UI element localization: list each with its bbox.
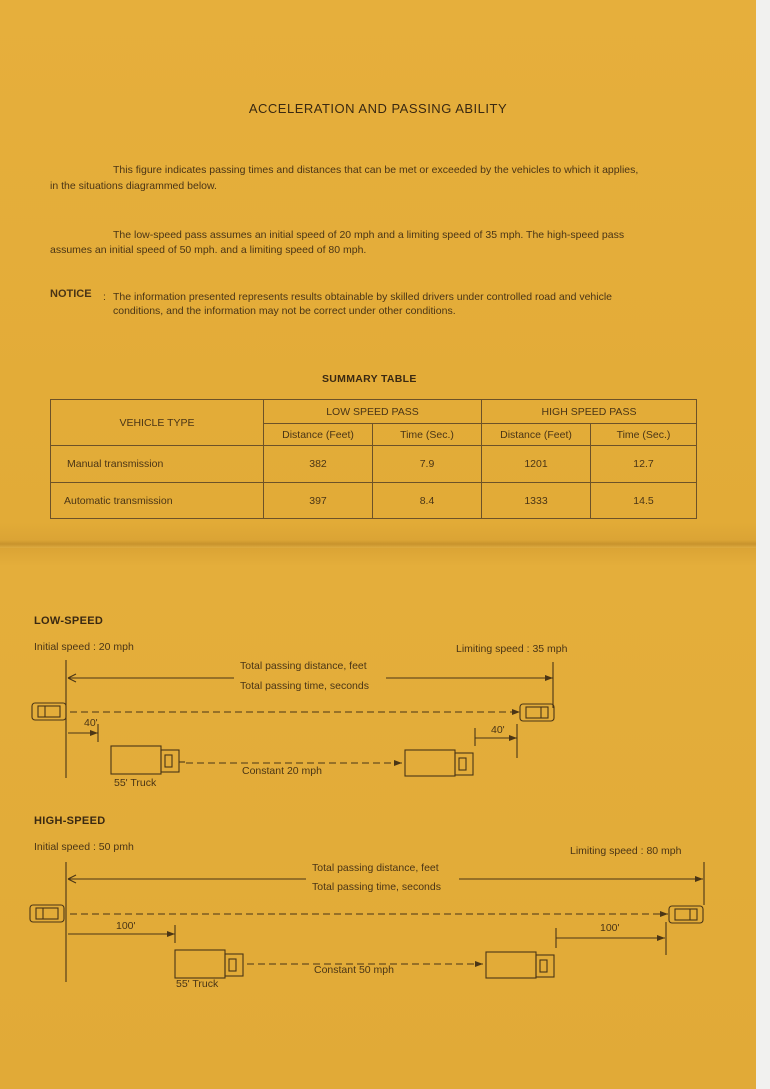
intro-line-3: The low-speed pass assumes an initial speed of 20 mph and a limiting speed of 35 mph. The high-speed pass (113, 229, 625, 241)
low-car-start-icon (32, 703, 66, 720)
high-speed-diagram (30, 862, 704, 982)
low-speed-diagram (32, 660, 554, 778)
intro-line-4: assumes an initial speed of 50 mph. and a limiting speed of 80 mph. (50, 244, 367, 256)
header-high-time: Time (Sec.) (591, 424, 697, 446)
high-car-start-icon (30, 905, 64, 922)
row-low-distance: 397 (264, 483, 373, 519)
row-vehicle-type: Manual transmission (51, 446, 264, 483)
high-speed-total-time: Total passing time, seconds (312, 881, 441, 893)
low-speed-gap-end: 40' (491, 724, 505, 736)
high-car-end-icon (669, 906, 703, 923)
high-speed-truck-label: 55' Truck (176, 978, 219, 990)
page-title: ACCELERATION AND PASSING ABILITY (248, 101, 508, 116)
notice-separator: : (103, 291, 106, 303)
high-speed-total-distance: Total passing distance, feet (312, 862, 439, 874)
header-high-distance: Distance (Feet) (482, 424, 591, 446)
high-speed-heading: HIGH-SPEED (34, 815, 106, 827)
high-speed-gap-start: 100' (116, 920, 136, 932)
header-high-speed-pass: HIGH SPEED PASS (482, 400, 697, 424)
low-speed-heading: LOW-SPEED (34, 615, 104, 627)
low-speed-truck-label: 55' Truck (114, 777, 157, 789)
row-high-distance: 1201 (482, 446, 591, 483)
low-speed-total-distance: Total passing distance, feet (240, 660, 367, 672)
row-low-time: 8.4 (373, 483, 482, 519)
header-low-time: Time (Sec.) (373, 424, 482, 446)
low-car-end-icon (520, 704, 554, 721)
high-speed-gap-end: 100' (600, 922, 620, 934)
header-low-speed-pass: LOW SPEED PASS (264, 400, 482, 424)
notice-line-1: The information presented represents results obtainable by skilled drivers under controlled road and vehicle (113, 291, 613, 303)
summary-table-title: SUMMARY TABLE (322, 373, 417, 385)
high-speed-constant: Constant 50 mph (314, 964, 394, 976)
low-truck-start-icon (111, 746, 185, 774)
notice-label: NOTICE (50, 288, 92, 300)
low-truck-end-icon (405, 750, 473, 776)
row-low-time: 7.9 (373, 446, 482, 483)
row-high-time: 12.7 (591, 446, 697, 483)
high-speed-limiting: Limiting speed : 80 mph (570, 845, 682, 857)
notice-line-2: conditions, and the information may not be correct under other conditions. (113, 305, 456, 317)
row-high-time: 14.5 (591, 483, 697, 519)
intro-line-1: This figure indicates passing times and distances that can be met or exceeded by the vehicles to which it applies, (113, 164, 639, 176)
high-truck-start-icon (175, 950, 243, 978)
header-vehicle-type: VEHICLE TYPE (51, 400, 264, 446)
low-speed-initial: Initial speed : 20 mph (34, 641, 134, 653)
row-high-distance: 1333 (482, 483, 591, 519)
intro-line-2: in the situations diagrammed below. (50, 180, 217, 192)
low-speed-constant: Constant 20 mph (242, 765, 322, 777)
high-speed-initial: Initial speed : 50 pmh (34, 841, 134, 853)
low-speed-gap-start: 40' (84, 717, 98, 729)
low-speed-limiting: Limiting speed : 35 mph (456, 643, 568, 655)
row-vehicle-type: Automatic transmission (51, 483, 264, 519)
high-truck-end-icon (486, 952, 554, 978)
header-low-distance: Distance (Feet) (264, 424, 373, 446)
low-speed-total-time: Total passing time, seconds (240, 680, 369, 692)
row-low-distance: 382 (264, 446, 373, 483)
